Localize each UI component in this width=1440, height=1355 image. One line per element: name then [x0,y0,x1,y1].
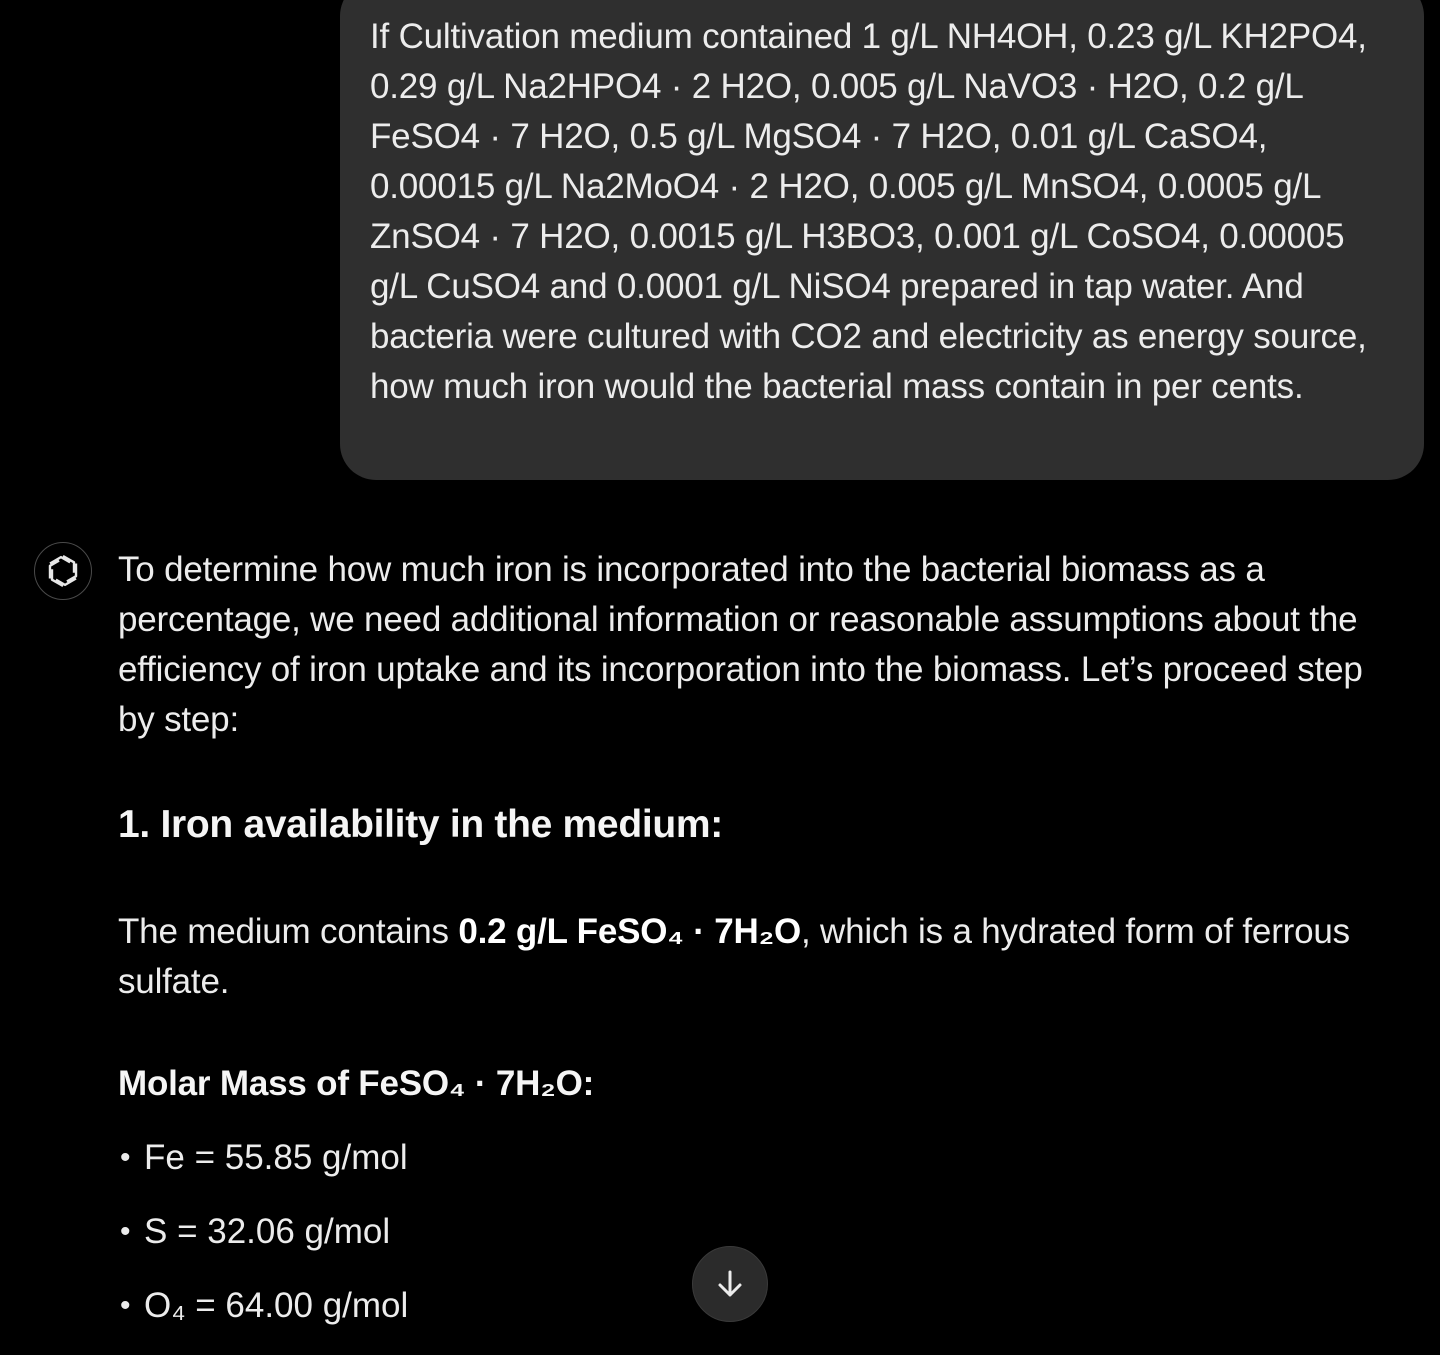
bullet-icon: • [120,1289,131,1322]
list-item-text: O₄ = 64.00 g/mol [144,1286,409,1325]
scroll-to-bottom-button[interactable] [692,1246,768,1322]
bullet-icon: • [120,1215,131,1248]
openai-logo-icon [43,551,83,591]
user-message-bubble [340,0,1424,480]
section-paragraph [118,907,1408,1007]
list-item-text: S = 32.06 g/mol [144,1212,391,1251]
assistant-avatar [34,542,92,600]
section-text-after: , which is a hydrated form of ferrous sulfate. [118,912,1350,1001]
molar-mass-heading: Molar Mass of FeSO₄ · 7H₂O: [118,1064,595,1103]
assistant-message [118,545,1408,1355]
molar-mass-list [118,1133,1408,1355]
list-item [118,1133,1408,1207]
arrow-down-icon [713,1267,747,1301]
bullet-icon: • [120,1141,131,1174]
section-text-before: The medium contains [118,912,459,951]
user-message-text: If Cultivation medium contained 1 g/L NH4OH, 0.23 g/L KH2PO4, 0.29 g/L Na2HPO4 · 2 H2O, 0.005 g/L NaVO3 · H2O, 0.2 g/L FeSO4 · 7 H2O, 0.5 g/L MgSO4 · 7 H2O, 0.01 g/L CaSO4, 0.00015 g/L Na2MoO4 · 2 H2O, 0.005 g/L MnSO4, 0.0005 g/L ZnSO4 · 7 H2O, 0.0015 g/L H3BO3, 0.001 g/L CoSO4, 0.00005 g/L CuSO4 and 0.0001 g/L NiSO4 prepared in tap water. And bacteria were cultured with CO2 and electricity as energy source, how much iron would the bacterial mass contain in per cents. [370,17,1367,406]
list-item-text: Fe = 55.85 g/mol [144,1138,408,1177]
section-bold-text: 0.2 g/L FeSO₄ · 7H₂O [458,912,801,951]
section-heading: 1. Iron availability in the medium: [118,803,723,846]
assistant-intro: To determine how much iron is incorporated into the bacterial biomass as a percentage, we need additional information or reasonable assumptions about the efficiency of iron uptake and its incorporation into the biomass. Let’s proceed step by step: [118,550,1363,739]
